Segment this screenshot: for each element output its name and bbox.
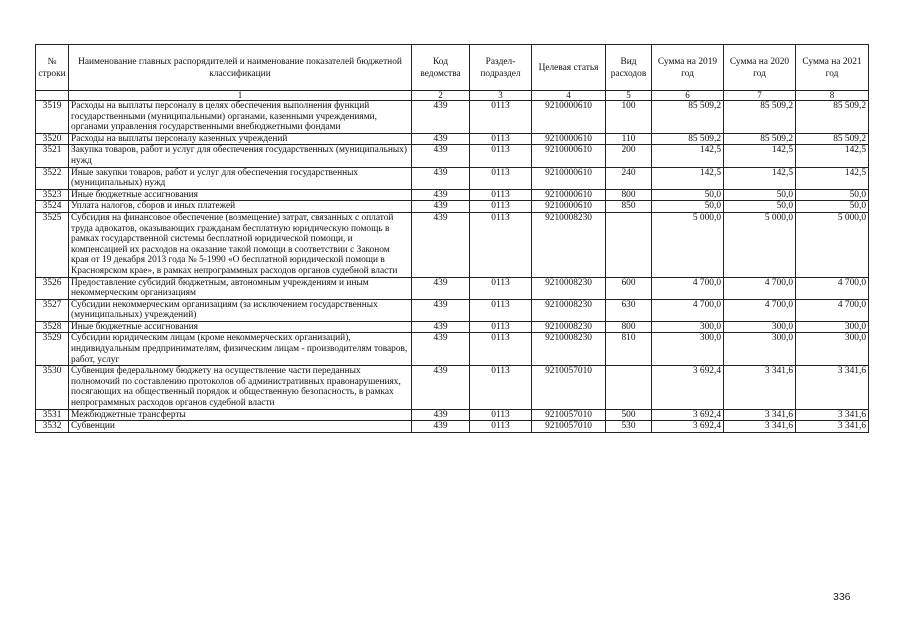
row-sum-2021: 3 341,6 — [796, 409, 869, 421]
table-row — [36, 212, 869, 277]
row-sum-2021: 142,5 — [796, 167, 869, 189]
row-sum-2020: 4 700,0 — [724, 299, 796, 321]
row-target: 9210008230 — [532, 333, 606, 366]
row-number: 3530 — [36, 366, 69, 409]
row-sum-2021: 50,0 — [796, 201, 869, 213]
table-row — [36, 299, 869, 321]
row-name: Субсидия на финансовое обеспечение (возмещение) затрат, связанных с оплатой труда адвокатов, оказывающих гражданам бесплатную юридическую помощь в рамках государственной системы бесплатной юридической помощи, и компенсацией их расходов на оказание такой помощи в соответствии с Законом края от 19 декабря 2013 года № 5-1990 «О бесплатной юридической помощи в Красноярском крае», в рамках непрограммных расходов органов судебной власти — [69, 212, 412, 277]
row-name: Расходы на выплаты персоналу казенных учреждений — [69, 133, 412, 145]
row-code: 439 — [412, 277, 470, 299]
row-sum-2019: 3 692,4 — [652, 409, 724, 421]
row-sum-2019: 300,0 — [652, 333, 724, 366]
row-sum-2021: 300,0 — [796, 321, 869, 333]
row-section: 0113 — [470, 212, 532, 277]
row-target: 9210000610 — [532, 167, 606, 189]
row-target: 9210000610 — [532, 133, 606, 145]
row-number: 3532 — [36, 421, 69, 433]
row-section: 0113 — [470, 145, 532, 167]
row-sum-2019: 50,0 — [652, 189, 724, 201]
row-sum-2020: 142,5 — [724, 167, 796, 189]
table-row — [36, 101, 869, 134]
row-sum-2021: 3 341,6 — [796, 421, 869, 433]
col-number: 6 — [652, 91, 724, 101]
row-sum-2020: 142,5 — [724, 145, 796, 167]
row-code: 439 — [412, 321, 470, 333]
row-target: 9210000610 — [532, 201, 606, 213]
row-number: 3522 — [36, 167, 69, 189]
row-number: 3520 — [36, 133, 69, 145]
row-code: 439 — [412, 421, 470, 433]
row-section: 0113 — [470, 333, 532, 366]
row-section: 0113 — [470, 409, 532, 421]
row-target: 9210000610 — [532, 101, 606, 134]
row-number: 3526 — [36, 277, 69, 299]
row-target: 9210057010 — [532, 366, 606, 409]
row-sum-2021: 300,0 — [796, 333, 869, 366]
row-type: 810 — [606, 333, 652, 366]
row-name: Расходы на выплаты персоналу в целях обеспечения выполнения функций государственными (муниципальными) органами, казенными учреждениями, органами управления государственными внебюджетными фондами — [69, 101, 412, 134]
row-sum-2019: 85 509,2 — [652, 133, 724, 145]
row-code: 439 — [412, 167, 470, 189]
header-sum-2019: Сумма на 2019 год — [652, 45, 724, 91]
table-row — [36, 133, 869, 145]
table-row — [36, 421, 869, 433]
col-number: 7 — [724, 91, 796, 101]
row-name: Иные бюджетные ассигнования — [69, 189, 412, 201]
row-type: 800 — [606, 321, 652, 333]
row-sum-2020: 5 000,0 — [724, 212, 796, 277]
row-type: 850 — [606, 201, 652, 213]
row-name: Предоставление субсидий бюджетным, автономным учреждениям и иным некоммерческим организациям — [69, 277, 412, 299]
row-number: 3523 — [36, 189, 69, 201]
row-name: Закупка товаров, работ и услуг для обеспечения государственных (муниципальных) нужд — [69, 145, 412, 167]
row-name: Субсидии некоммерческим организациям (за исключением государственных (муниципальных) учреждений) — [69, 299, 412, 321]
row-sum-2021: 5 000,0 — [796, 212, 869, 277]
table-row — [36, 201, 869, 213]
row-sum-2021: 50,0 — [796, 189, 869, 201]
table-row — [36, 145, 869, 167]
row-section: 0113 — [470, 189, 532, 201]
row-section: 0113 — [470, 201, 532, 213]
row-sum-2020: 3 341,6 — [724, 366, 796, 409]
row-type: 530 — [606, 421, 652, 433]
row-type — [606, 366, 652, 409]
header-code: Код ведомства — [412, 45, 470, 91]
table-row — [36, 167, 869, 189]
header-num: № строки — [36, 45, 69, 91]
col-number: 4 — [532, 91, 606, 101]
row-number: 3519 — [36, 101, 69, 134]
row-sum-2019: 3 692,4 — [652, 366, 724, 409]
row-number: 3527 — [36, 299, 69, 321]
row-type: 100 — [606, 101, 652, 134]
row-number: 3525 — [36, 212, 69, 277]
row-name: Иные бюджетные ассигнования — [69, 321, 412, 333]
row-sum-2021: 3 341,6 — [796, 366, 869, 409]
row-sum-2020: 50,0 — [724, 189, 796, 201]
row-code: 439 — [412, 101, 470, 134]
row-type: 500 — [606, 409, 652, 421]
table-row — [36, 366, 869, 409]
row-section: 0113 — [470, 421, 532, 433]
row-number: 3524 — [36, 201, 69, 213]
row-code: 439 — [412, 366, 470, 409]
row-section: 0113 — [470, 277, 532, 299]
row-target: 9210008230 — [532, 321, 606, 333]
row-sum-2020: 3 341,6 — [724, 421, 796, 433]
col-number — [36, 91, 69, 101]
row-code: 439 — [412, 133, 470, 145]
row-name: Уплата налогов, сборов и иных платежей — [69, 201, 412, 213]
row-section: 0113 — [470, 299, 532, 321]
col-number: 3 — [470, 91, 532, 101]
table-header — [36, 45, 869, 101]
row-code: 439 — [412, 409, 470, 421]
row-section: 0113 — [470, 133, 532, 145]
page-number: 336 — [833, 591, 851, 603]
row-number: 3528 — [36, 321, 69, 333]
row-sum-2021: 4 700,0 — [796, 299, 869, 321]
header-name: Наименование главных распорядителей и наименование показателей бюджетной классификации — [69, 45, 412, 91]
row-code: 439 — [412, 189, 470, 201]
col-number: 5 — [606, 91, 652, 101]
row-target: 9210008230 — [532, 299, 606, 321]
row-target: 9210057010 — [532, 421, 606, 433]
row-number: 3521 — [36, 145, 69, 167]
row-target: 9210057010 — [532, 409, 606, 421]
row-section: 0113 — [470, 366, 532, 409]
row-sum-2020: 300,0 — [724, 333, 796, 366]
header-target: Целевая статья — [532, 45, 606, 91]
table-row — [36, 409, 869, 421]
row-name: Субвенции — [69, 421, 412, 433]
row-name: Субвенция федеральному бюджету на осуществление части переданных полномочий по составлению протоколов об административных правонарушениях, посягающих на общественный порядок и общественную безопасность, в рамках непрограммных расходов органов судебной власти — [69, 366, 412, 409]
row-sum-2021: 142,5 — [796, 145, 869, 167]
row-sum-2021: 4 700,0 — [796, 277, 869, 299]
row-section: 0113 — [470, 321, 532, 333]
row-sum-2020: 3 341,6 — [724, 409, 796, 421]
budget-table — [35, 44, 869, 433]
row-section: 0113 — [470, 101, 532, 134]
row-number: 3531 — [36, 409, 69, 421]
col-number: 8 — [796, 91, 869, 101]
table-row — [36, 277, 869, 299]
row-target: 9210000610 — [532, 145, 606, 167]
table-row — [36, 321, 869, 333]
row-sum-2019: 85 509,2 — [652, 101, 724, 134]
row-type: 800 — [606, 189, 652, 201]
col-number: 1 — [69, 91, 412, 101]
col-number: 2 — [412, 91, 470, 101]
row-name: Иные закупки товаров, работ и услуг для обеспечения государственных (муниципальных) нужд — [69, 167, 412, 189]
header-type: Вид расходов — [606, 45, 652, 91]
row-section: 0113 — [470, 167, 532, 189]
row-sum-2019: 3 692,4 — [652, 421, 724, 433]
row-code: 439 — [412, 333, 470, 366]
row-sum-2020: 50,0 — [724, 201, 796, 213]
table-row — [36, 333, 869, 366]
row-code: 439 — [412, 212, 470, 277]
row-target: 9210000610 — [532, 189, 606, 201]
row-sum-2021: 85 509,2 — [796, 133, 869, 145]
row-name: Межбюджетные трансферты — [69, 409, 412, 421]
row-sum-2020: 4 700,0 — [724, 277, 796, 299]
row-type — [606, 212, 652, 277]
row-code: 439 — [412, 145, 470, 167]
row-sum-2020: 85 509,2 — [724, 133, 796, 145]
row-type: 200 — [606, 145, 652, 167]
row-sum-2019: 50,0 — [652, 201, 724, 213]
row-sum-2019: 4 700,0 — [652, 299, 724, 321]
row-sum-2019: 5 000,0 — [652, 212, 724, 277]
row-sum-2019: 4 700,0 — [652, 277, 724, 299]
header-sum-2020: Сумма на 2020 год — [724, 45, 796, 91]
row-sum-2019: 300,0 — [652, 321, 724, 333]
row-target: 9210008230 — [532, 212, 606, 277]
row-sum-2020: 85 509,2 — [724, 101, 796, 134]
row-type: 110 — [606, 133, 652, 145]
row-code: 439 — [412, 201, 470, 213]
row-sum-2019: 142,5 — [652, 145, 724, 167]
row-number: 3529 — [36, 333, 69, 366]
row-type: 600 — [606, 277, 652, 299]
row-type: 630 — [606, 299, 652, 321]
header-section: Раздел-подраздел — [470, 45, 532, 91]
column-number-row — [36, 91, 869, 101]
row-code: 439 — [412, 299, 470, 321]
row-sum-2019: 142,5 — [652, 167, 724, 189]
row-name: Субсидии юридическим лицам (кроме некоммерческих организаций), индивидуальным предпринимателям, физическим лицам - производителям товаров, работ, услуг — [69, 333, 412, 366]
row-type: 240 — [606, 167, 652, 189]
table-body — [36, 101, 869, 433]
header-sum-2021: Сумма на 2021 год — [796, 45, 869, 91]
row-sum-2021: 85 509,2 — [796, 101, 869, 134]
table-row — [36, 189, 869, 201]
row-sum-2020: 300,0 — [724, 321, 796, 333]
row-target: 9210008230 — [532, 277, 606, 299]
